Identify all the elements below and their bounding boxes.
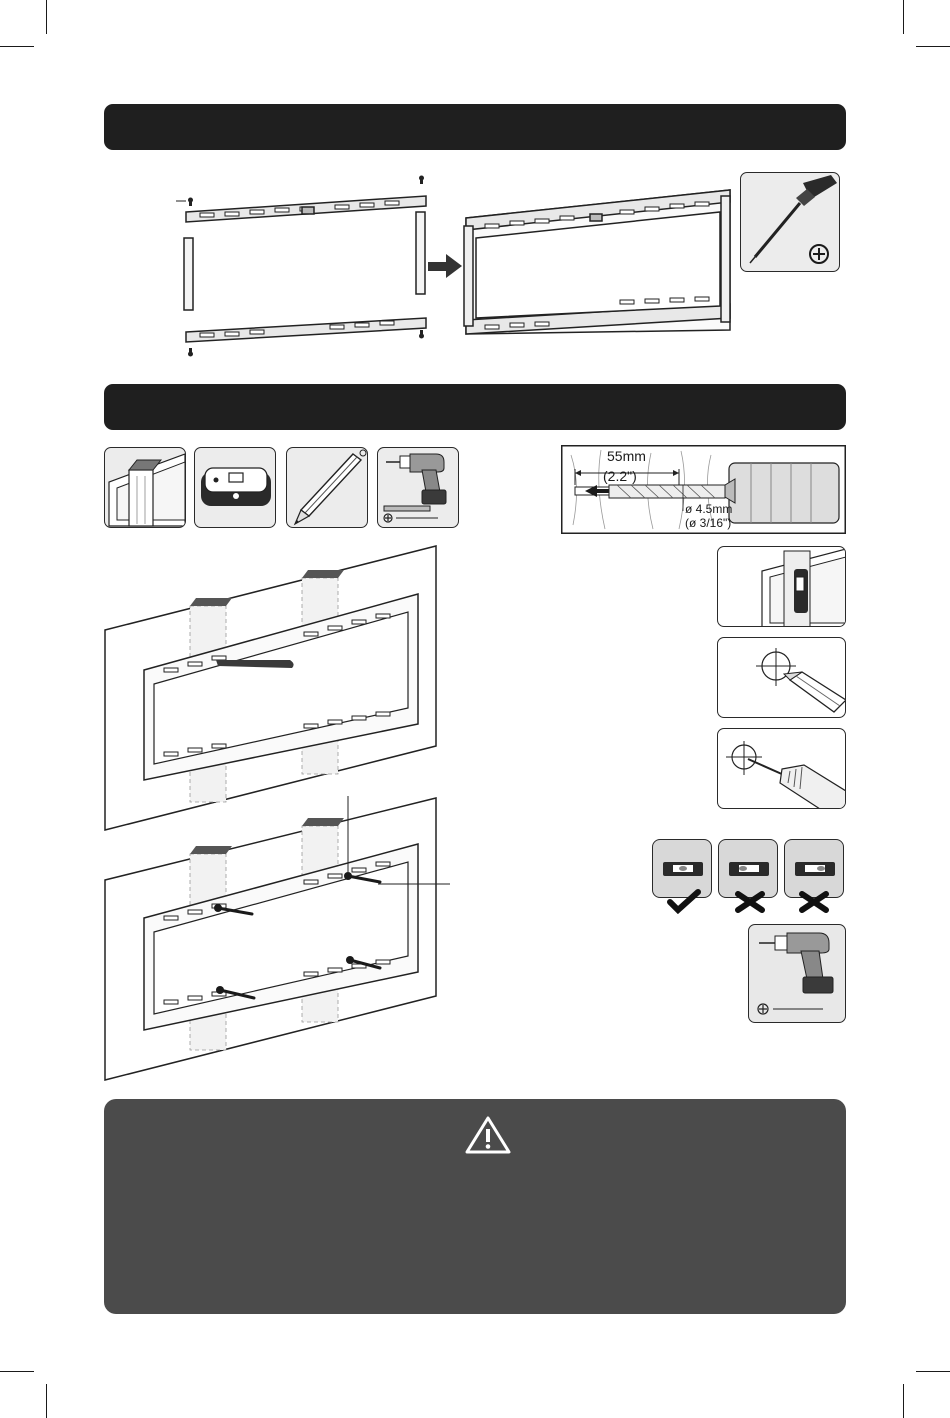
screwdriver-icon bbox=[750, 175, 837, 263]
mark-hole-tile bbox=[717, 637, 846, 718]
assembled-bracket bbox=[464, 190, 730, 334]
wall-mount-level-diagram bbox=[104, 544, 440, 832]
cross-icon bbox=[802, 894, 826, 910]
level-result-marks bbox=[652, 888, 846, 914]
assembly-arrow-icon bbox=[428, 254, 462, 278]
section-header-bar-1 bbox=[104, 104, 846, 150]
crop-mark-bottom-left-v bbox=[46, 1384, 47, 1418]
crop-mark-top-left-v bbox=[46, 0, 47, 34]
drill-depth-diagram bbox=[561, 445, 846, 534]
bracket-assembly-diagram bbox=[170, 170, 740, 362]
phillips-head-icon bbox=[810, 245, 828, 263]
crop-mark-bottom-left-h bbox=[0, 1371, 34, 1372]
drill-diameter-mm-label: ø 4.5mm bbox=[685, 502, 733, 516]
drill-bit-icon bbox=[384, 506, 430, 511]
power-drill-icon bbox=[386, 454, 446, 504]
drill-depth-in-label: (2.2") bbox=[603, 468, 637, 484]
stud-finder-tile bbox=[194, 447, 276, 528]
crop-mark-bottom-right-h bbox=[916, 1371, 950, 1372]
crop-mark-bottom-right-v bbox=[903, 1384, 904, 1418]
wood-stud-tile bbox=[104, 447, 186, 528]
drill-tile bbox=[377, 447, 459, 528]
phillips-head-icon bbox=[758, 1004, 768, 1014]
crop-mark-top-right-h bbox=[916, 46, 950, 47]
section-header-bar-2 bbox=[104, 384, 846, 430]
check-icon bbox=[670, 892, 698, 910]
crop-mark-top-right-v bbox=[903, 0, 904, 34]
exploded-bracket bbox=[184, 196, 426, 342]
warning-triangle-icon bbox=[464, 1115, 512, 1155]
phillips-head-icon bbox=[384, 514, 392, 522]
screwdriver-tile bbox=[740, 172, 840, 272]
wall-mount-screw-diagram bbox=[104, 796, 454, 1082]
crop-mark-top-left-h bbox=[0, 46, 34, 47]
drill-depth-mm-label: 55mm bbox=[607, 448, 646, 464]
power-drill-icon bbox=[759, 933, 833, 993]
drill-diameter-in-label: (ø 3/16") bbox=[685, 516, 732, 530]
drill-drive-screws-tile bbox=[748, 924, 846, 1023]
drill-hole-tile bbox=[717, 728, 846, 809]
warning-panel bbox=[104, 1099, 846, 1314]
pencil-tile bbox=[286, 447, 368, 528]
stud-finder-on-wall-tile bbox=[717, 546, 846, 627]
cross-icon bbox=[738, 894, 762, 910]
